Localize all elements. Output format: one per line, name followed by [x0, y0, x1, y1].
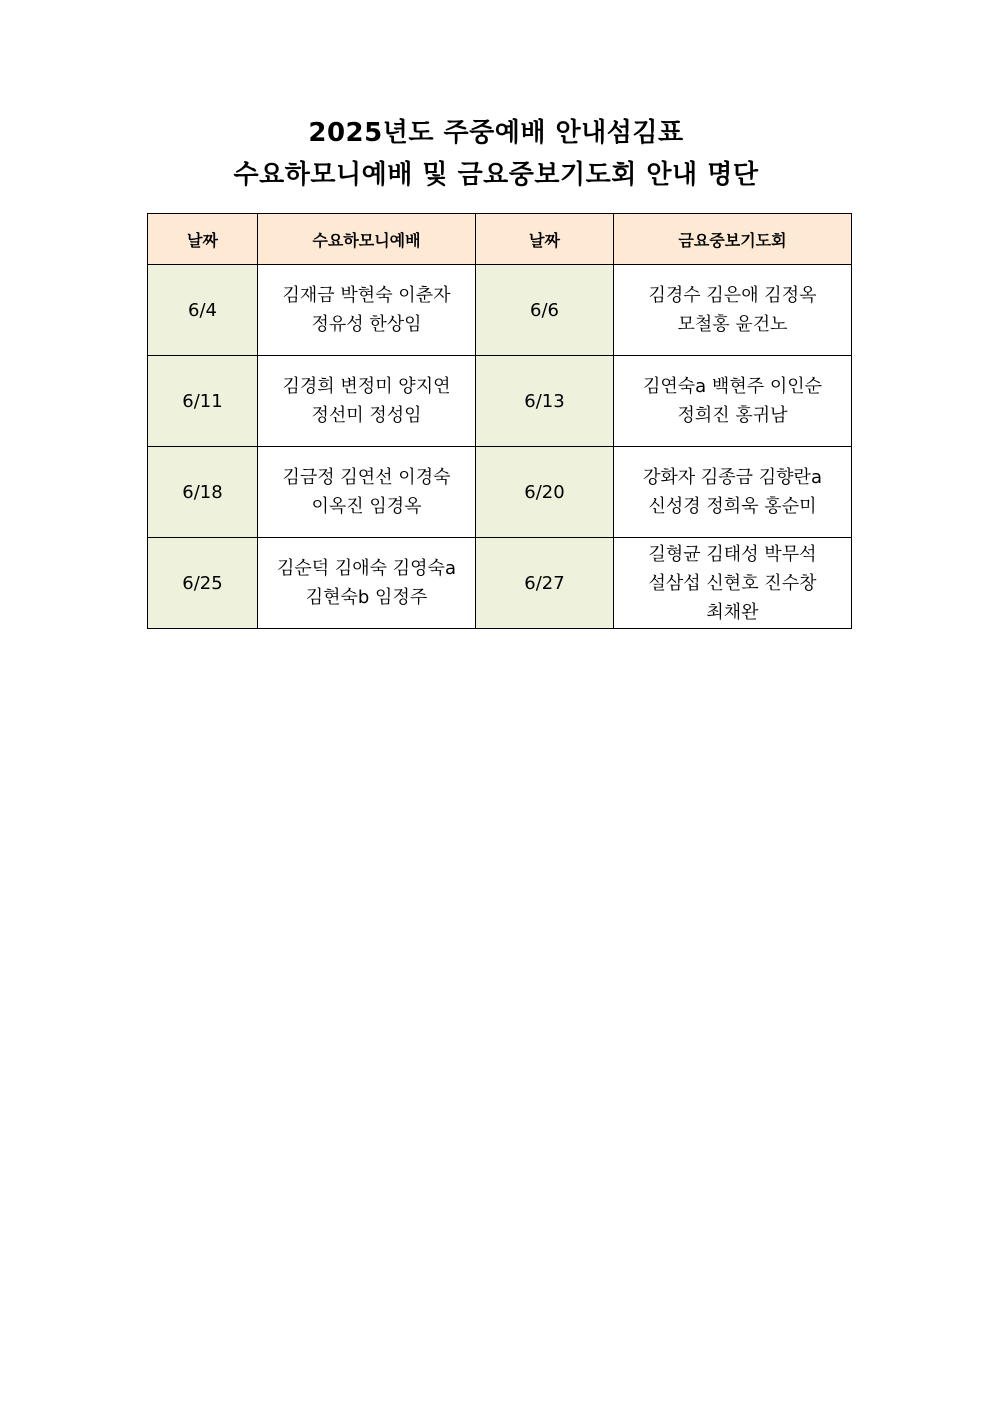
table-row — [148, 538, 852, 629]
name-line: 신성경 정희욱 홍순미 — [648, 496, 817, 517]
friday-date: 6/27 — [476, 538, 614, 629]
wednesday-date: 6/11 — [148, 356, 258, 447]
table-row — [148, 447, 852, 538]
name-line: 강화자 김종금 김향란a — [643, 467, 822, 488]
name-line: 김경수 김은애 김정옥 — [648, 285, 817, 306]
friday-date: 6/20 — [476, 447, 614, 538]
wednesday-date: 6/4 — [148, 265, 258, 356]
header-friday-prayer: 금요중보기도회 — [614, 214, 852, 265]
wednesday-names — [258, 538, 476, 629]
table-row — [148, 356, 852, 447]
name-line: 정희진 홍귀남 — [677, 405, 788, 426]
wednesday-names — [258, 265, 476, 356]
header-date-wednesday: 날짜 — [148, 214, 258, 265]
name-line: 모철홍 윤건노 — [677, 314, 788, 335]
table-header-row — [148, 214, 852, 265]
name-line: 김현숙b 임정주 — [305, 587, 428, 608]
wednesday-date: 6/18 — [148, 447, 258, 538]
name-line: 김순덕 김애숙 김영숙a — [277, 558, 456, 579]
friday-names — [614, 265, 852, 356]
name-line: 김재금 박현숙 이춘자 — [282, 285, 451, 306]
friday-names — [614, 538, 852, 629]
friday-names — [614, 447, 852, 538]
wednesday-date: 6/25 — [148, 538, 258, 629]
page-subtitle: 수요하모니예배 및 금요중보기도회 안내 명단 — [233, 160, 759, 190]
wednesday-names — [258, 356, 476, 447]
name-line: 정선미 정성임 — [311, 405, 422, 426]
name-line: 정유성 한상임 — [311, 314, 422, 335]
name-line: 길형균 김태성 박무석 — [648, 543, 817, 565]
name-line: 김금정 김연선 이경숙 — [282, 467, 451, 488]
header-date-friday: 날짜 — [476, 214, 614, 265]
friday-date: 6/13 — [476, 356, 614, 447]
table-row — [148, 265, 852, 356]
name-line: 설삼섭 신현호 진수창 — [648, 572, 817, 594]
friday-names — [614, 356, 852, 447]
name-line: 김연숙a 백현주 이인순 — [643, 376, 822, 397]
wednesday-names — [258, 447, 476, 538]
header-wednesday-service: 수요하모니예배 — [258, 214, 476, 265]
roster-table — [147, 213, 852, 629]
title-block — [0, 112, 992, 196]
name-line: 이옥진 임경옥 — [311, 496, 422, 517]
name-line: 김경희 변정미 양지연 — [282, 376, 451, 397]
friday-date: 6/6 — [476, 265, 614, 356]
name-line: 최채완 — [706, 601, 759, 623]
page-title: 2025년도 주중예배 안내섬김표 — [308, 118, 684, 148]
